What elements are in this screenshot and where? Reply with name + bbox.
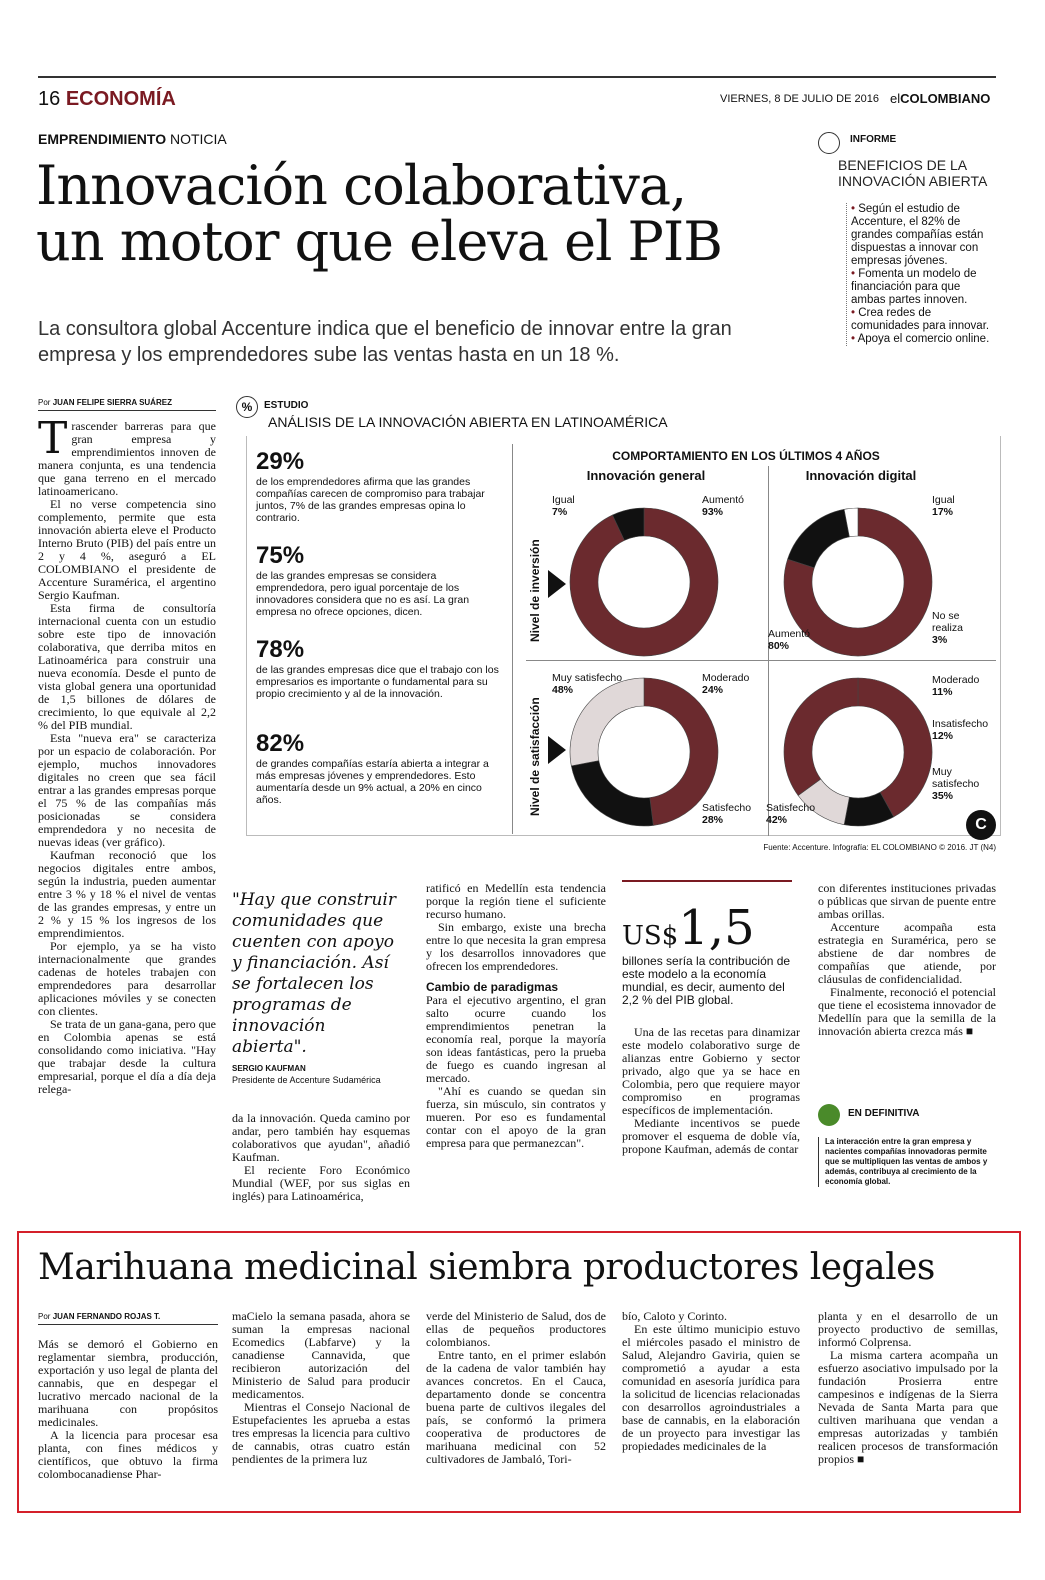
en-definitiva-title: EN DEFINITIVA — [848, 1108, 920, 1119]
big-number-text: billones sería la contribución de este modelo a la economía mundial, es decir, aumento del 2,2 % del PIB global. — [622, 954, 791, 1007]
byline-name: JUAN FERNANDO ROJAS T. — [52, 1312, 161, 1321]
headline-line-2: un motor que eleva el PIB — [36, 210, 722, 273]
slice-label — [766, 802, 815, 826]
slice-label — [552, 672, 622, 696]
quote-author: SERGIO KAUFMAN — [232, 1064, 306, 1073]
slice-value: 12% — [932, 730, 954, 742]
clover-icon — [818, 1104, 840, 1126]
stat-text: de grandes compañías estaría abierta a integrar a más empresas jóvenes y emprendedores. Esto aumentaría desde un 9% actual, a 20% en cinco años. — [256, 758, 489, 806]
slice-label — [702, 494, 744, 518]
big-number — [622, 900, 755, 956]
paragraph: Se trata de un gana-gana, pero que en Colombia apenas se está consolidando como iniciativa. "Hay que trabajar desde la cultura empresarial, porque el día a día deja relega- — [38, 1017, 216, 1096]
quote-role: Presidente de Accenture Sudamérica — [232, 1075, 381, 1085]
slice-label — [932, 766, 992, 802]
column-header: Innovación general — [586, 468, 706, 483]
newspaper-logo: C — [966, 810, 996, 840]
stat-text: de las grandes empresas se considera emprendedora, pero igual porcentaje de los innovadores considera que no es así. La gran empresa no ofrece opciones, dicen. — [256, 570, 470, 618]
paragraph: La misma cartera acompaña un esfuerzo asociativo impulsado por la fundación Prosierra entre campesinos e indígenas de la Sierra Nevada de Santa Marta para que cultiven marihuana que vendan a empresas autorizadas y también realicen procesos de transformación propios ■ — [818, 1348, 998, 1466]
slice-value: 11% — [932, 686, 953, 698]
byline-rule — [38, 1324, 218, 1325]
slice-name: Muy satisfecho — [552, 672, 623, 684]
list-item: • Fomenta un modelo de financiación para que ambas partes innoven. — [851, 268, 998, 307]
stat-value: 82% — [256, 730, 305, 757]
paragraph: Una de las recetas para dinamizar este modelo colaborativo surge de alianzas entre Gobierno y sector privado, algo que ya se hace en Colombia, pero que requiere mayor compromiso en programas específicos de implementación. — [622, 1026, 800, 1117]
study-eyebrow: ESTUDIO — [264, 400, 309, 411]
list-item: • Según el estudio de Accenture, el 82% de grandes compañías están dispuestas a innovar con empresas jóvenes. — [851, 203, 998, 268]
article-headline — [36, 154, 806, 273]
chart-title: COMPORTAMIENTO EN LOS ÚLTIMOS 4 AÑOS — [612, 449, 880, 463]
slice-value: 28% — [702, 814, 724, 826]
second-column-4 — [622, 1310, 800, 1506]
slice-value: 7% — [552, 506, 568, 518]
kicker-section: EMPRENDIMIENTO — [38, 131, 167, 147]
row-label: Nivel de inversión — [528, 539, 542, 642]
slice-value: 48% — [552, 684, 574, 696]
slice-name: Aumentó — [702, 494, 745, 506]
paragraph: Por ejemplo, ya se ha visto internacionalmente que grandes cadenas de hoteles trabajen con emprendedores para desarrollar aplicaciones móviles y se conecten con clientes. — [38, 939, 216, 1018]
slice-label — [932, 674, 979, 698]
infographic-source: Fuente: Accenture. Infografía: EL COLOMBIANO © 2016. JT (N4) — [763, 843, 996, 852]
informe-tag: INFORME — [850, 134, 897, 145]
percent-icon: % — [236, 396, 258, 418]
second-column-1 — [38, 1338, 218, 1506]
slice-name: Muy satisfecho — [932, 766, 980, 790]
informe-title: BENEFICIOS DE LA INNOVACIÓN ABIERTA — [838, 157, 988, 189]
slice-value: 93% — [702, 506, 724, 518]
slice-name: Insatisfecho — [932, 718, 989, 730]
article-column-2 — [232, 1112, 410, 1212]
dropcap: T — [38, 420, 68, 464]
big-number-value: 1,5 — [678, 900, 755, 956]
paragraph: Sin embargo, existe una brecha entre lo que necesita la gran empresa y los desarrollos innovadores que ofrecen los emprendedores. — [426, 920, 606, 973]
informe-sidebar — [826, 134, 998, 346]
slice-name: Satisfecho — [766, 802, 816, 814]
stat-value: 75% — [256, 542, 305, 569]
bignum-rule — [622, 880, 792, 882]
paragraph: Kaufman reconoció que los negocios digitales entre ambos, según la industria, pueden aumentar entre 3 % y 18 % el nivel de ventas de las grandes empresas, y entre un 2 % y 15 % los ingresos de los emprendimientos. — [38, 848, 216, 940]
paragraph: A la licencia para procesar esa planta, con fines médicos y científicos, que obtuvo la firma colombocanadiense Phar- — [38, 1428, 218, 1481]
article-column-1 — [38, 420, 216, 1210]
second-column-2 — [232, 1310, 410, 1506]
byline — [38, 1312, 160, 1321]
slice-label — [932, 610, 972, 646]
paragraph: bío, Caloto y Corinto. — [622, 1310, 727, 1323]
study-title: ANÁLISIS DE LA INNOVACIÓN ABIERTA EN LATINOAMÉRICA — [268, 414, 668, 430]
article-column-3 — [426, 882, 606, 1212]
slice-label — [702, 672, 749, 696]
slice-name: Igual — [932, 494, 955, 506]
paragraph: verde del Ministerio de Salud, dos de ellas de pequeños productores colombianos. — [426, 1310, 606, 1349]
page-number: 16 — [38, 88, 61, 110]
paragraph: El no verse competencia sino complemento, permite que esta innovación abierta eleve el Producto Interno Bruto (PIB) del país entre un 2 y 4 %, aseguró a EL COLOMBIANO el presidente de Accenture Suramérica, el argentino Sergio Kaufman. — [38, 497, 216, 602]
byline-prefix: Por — [38, 1312, 51, 1321]
paragraph: El reciente Foro Económico Mundial (WEF, por sus siglas en inglés) para Latinoamérica, — [232, 1163, 410, 1203]
byline-rule — [38, 410, 216, 411]
slice-value: 35% — [932, 790, 954, 802]
paper-name: COLOMBIANO — [900, 91, 991, 106]
byline — [38, 398, 172, 407]
slice-label — [768, 628, 810, 652]
subhead: Cambio de paradigmas — [426, 980, 559, 994]
list-item: • Crea redes de comunidades para innovar. — [851, 307, 998, 333]
slice-label — [932, 718, 988, 742]
paragraph: planta y en el desarrollo de un proyecto productivo de semillas, informó Colprensa. — [818, 1310, 998, 1349]
paragraph: ratificó en Medellín esta tendencia porque la región tiene el suficiente recurso humano. — [426, 882, 606, 921]
paragraph: Mientras el Consejo Nacional de Estupefacientes les aprueba a estas tres empresas la licencia para cultivo de cannabis, otras cuatro están pendientes de la primera luz — [232, 1400, 410, 1466]
stat-text: de los emprendedores afirma que las grandes compañías carecen de compromiso para trabajar juntos, 7% de las grandes empresas opina lo contrario. — [256, 476, 485, 524]
slice-name: Igual — [552, 494, 575, 506]
slice-name: Satisfecho — [702, 802, 752, 814]
en-definitiva-box — [818, 1108, 998, 1187]
big-number-prefix: US$ — [622, 921, 679, 951]
slice-value: 42% — [766, 814, 788, 826]
slice-name: Moderado — [702, 672, 750, 684]
paragraph: "Ahí es cuando se quedan sin fuerza, sin músculo, sin contratos y mueren. Por eso es fundamental contar con el apoyo de la gran empresa para que permanezcan". — [426, 1084, 606, 1150]
donut-slice — [784, 678, 858, 795]
slice-name: Moderado — [932, 674, 980, 686]
paragraph: Para el ejecutivo argentino, el gran salto ocurre cuando los emprendimientos penetran la economía real, porque la mayoría son ideas fantásticas, pero la prueba de fuego es cuando ingresan al mercado. — [426, 993, 606, 1085]
issue-date: VIERNES, 8 DE JULIO DE 2016 — [720, 93, 879, 105]
donut-charts — [236, 396, 1001, 856]
donut-slice — [858, 678, 932, 817]
paragraph: Mediante incentivos se puede promover el esquema de doble vía, propone Kaufman, además de contar — [622, 1116, 800, 1156]
article-kicker — [38, 131, 227, 147]
row-label: Nivel de satisfacción — [528, 697, 542, 816]
paragraph: da la innovación. Queda camino por andar, pero también hay esquemas colaborativos que ayudan", añadió Kaufman. — [232, 1112, 410, 1164]
slice-label — [552, 494, 575, 518]
article-column-5 — [818, 882, 996, 1082]
pull-quote: "Hay que construir comunidades que cuenten con apoyo y financiación. Así se fortalecen los programas de innovación abierta". — [232, 890, 396, 1057]
newspaper-name — [890, 91, 990, 106]
study-infographic — [236, 396, 1001, 856]
paragraph: Finalmente, reconoció el potencial que tiene el ecosistema innovador de Medellín para que la semilla de la innovación abierta crezca más ■ — [818, 985, 996, 1038]
slice-label — [932, 494, 955, 518]
article-column-4 — [622, 1026, 800, 1212]
byline-name: JUAN FELIPE SIERRA SUÁREZ — [52, 398, 172, 407]
kicker-type: NOTICIA — [169, 131, 227, 147]
paragraph: Entre tanto, en el primer eslabón de la cadena de valor también hay avances concretos. En el Cauca, departamento donde se concentra buena parte de cultivos ilegales del país, se conformó la primera cooperativa de productores de marihuana medicinal con 52 cultivadores de Jambaló, Tori- — [426, 1348, 606, 1466]
stat-text: de las grandes empresas dice que el trabajo con los empresarios es importante o fundamental para su propio crecimiento y al de la innovación. — [256, 664, 499, 700]
informe-list — [846, 203, 998, 346]
paragraph: rascender barreras para que gran empresa y emprendimientos innoven de manera conjunta, es una tendencia que gana terreno en el mercado latinoamericano. — [38, 420, 216, 498]
slice-name: No se realiza — [932, 610, 963, 634]
en-definitiva-body: La interacción entre la gran empresa y nacientes compañías innovadoras permite que se multipliquen las ventas de ambos y además, contribuya al crecimiento de la economía global. — [818, 1137, 998, 1187]
paragraph: con diferentes instituciones privadas o públicas que sirvan de puente entre ambas orillas. — [818, 882, 996, 921]
second-column-3 — [426, 1310, 606, 1506]
slice-value: 24% — [702, 684, 724, 696]
slice-value: 80% — [768, 640, 790, 652]
article-deck: La consultora global Accenture indica que el beneficio de innovar entre la gran empresa y los emprendedores sube las ventas hasta en un 18 %. — [38, 318, 732, 366]
second-headline: Marihuana medicinal siembra productores legales — [38, 1247, 935, 1288]
paragraph: En este último municipio estuvo el miércoles pasado el ministro de Salud, Alejandro Gaviria, quien se comprometió a ayudar a esta comunidad en asesoría jurídica para la solicitud de licencias relacionadas con desarrollos agroindustriales a base de cannabis, en la elaboración de un proyecto para investigar las propiedades medicinales de la — [622, 1322, 800, 1453]
paper-prefix: el — [890, 91, 901, 106]
slice-value: 3% — [932, 634, 948, 646]
paragraph: Accenture acompaña esta estrategia en Suramérica, pero se abstiene de dar nombres de compañías que atiende, por cláusulas de confidencialidad. — [818, 920, 996, 986]
top-rule — [38, 76, 996, 78]
slice-name: Aumentó — [768, 628, 811, 640]
slice-label — [702, 802, 751, 826]
donut-slice — [788, 509, 850, 567]
stat-value: 29% — [256, 448, 305, 475]
paragraph: Más se demoró el Gobierno en reglamentar siembra, producción, exportación y uso legal de planta del cannabis, que en despegar el lucrativo mercado nacional de la marihuana con propósitos medicinales. — [38, 1338, 218, 1429]
page-header — [38, 88, 176, 111]
list-item: • Apoya el comercio online. — [851, 333, 998, 346]
paragraph: Esta firma de consultoría internacional cuenta con un estudio sobre este tipo de innovación colaborativa, que derriba mitos en Latinoamérica para construir una nueva economía. Desde el punto de vista global genera una oportunidad de 1,5 billones de dólares de crecimiento, lo que equivale al 2,2 % del PIB mundial. — [38, 601, 216, 732]
stat-value: 78% — [256, 636, 305, 663]
section-name: ECONOMÍA — [65, 88, 176, 110]
byline-prefix: Por — [38, 398, 51, 407]
slice-value: 17% — [932, 506, 954, 518]
column-header: Innovación digital — [805, 468, 917, 483]
headline-line-1: Innovación colaborativa, — [36, 154, 687, 217]
document-icon — [818, 132, 840, 154]
donut-slice — [571, 761, 653, 826]
paragraph: maCielo la semana pasada, ahora se suman la empresas nacional Ecomedics (Labfarve) y la canadiense Cannavida, que recibieron autorización del Ministerio de Salud para producir medicamentos. — [232, 1310, 410, 1401]
paragraph: Esta "nueva era" se caracteriza por un espacio de colaboración. Por ejemplo, muchos innovadores digitales no creen que sea fácil entrar a las grandes empresas porque el 75 % de las compañías más posicionadas se considera emprendedora y no necesita de nuevas ideas (ver gráfico). — [38, 731, 216, 849]
second-column-5 — [818, 1310, 998, 1506]
